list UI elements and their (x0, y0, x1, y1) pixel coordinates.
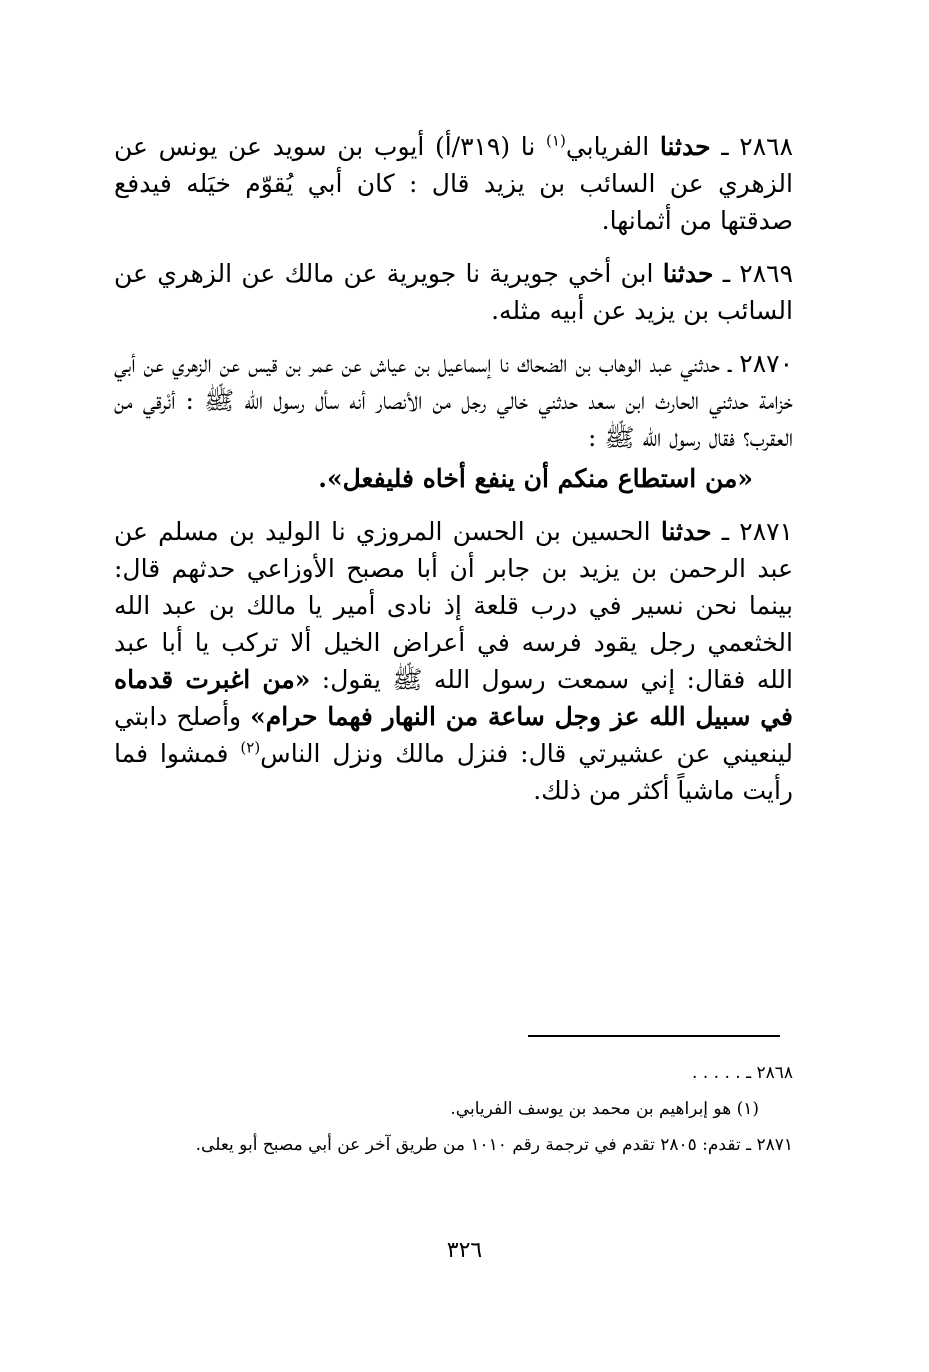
footnote-ref: (٢) (240, 738, 261, 757)
hadith-text: حدثني عبد الوهاب بن الضحاك نا إسماعيل بن عياش عن عمر بن قيس عن الزهري عن أبي خزامة حدثني الحارث ابن سعد حدثني خالي رجل من الأنصار أنه سأل رسول الله ﷺ : أنْرقي من العقرب؟ فقال رسول الله ﷺ : (114, 349, 793, 452)
hadith-2869 (114, 255, 793, 329)
hadith-text: وأصلح دابتي لينعيني عن عشيرتي قال: فنزل مالك ونزل الناس (114, 702, 793, 768)
footnote-ref: (١) (546, 131, 566, 150)
hadith-2871 (114, 513, 793, 809)
hadith-number: ٢٨٦٩ ـ (722, 259, 794, 288)
hadith-number: ٢٨٧٠ ـ (728, 349, 793, 378)
hadith-text: ابن أخي جويرية نا جويرية عن مالك عن الزهري عن السائب بن يزيد عن أبيه مثله. (114, 259, 793, 325)
hadith-number: ٢٨٧١ ـ (721, 517, 793, 546)
footnote-separator (528, 1035, 780, 1037)
prophetic-quote: «من استطاع منكم أن ينفع أخاه فليفعل». (318, 464, 753, 493)
hadith-text: الحسين بن الحسن المروزي نا الوليد بن مسلم عن عبد الرحمن بن يزيد بن جابر أن أبا مصبح الأوزاعي حدثهم قال: بينما نحن نسير في درب قلعة إذ نادى أمير يا مالك بن عبد الله الخثعمي رجل يقود فرسه في أعراض الخيل ألا تركب يا أبا عبد الله فقال: إني سمعت رسول الله ﷺ يقول: (114, 517, 793, 694)
narration-keyword: حدثنا (660, 517, 712, 546)
hadith-number: ٢٨٦٨ ـ (721, 132, 793, 161)
hadith-2870 (114, 345, 793, 456)
hadith-text: نا (٣١٩/أ) أيوب بن سويد عن يونس عن الزهري عن السائب بن يزيد قال : كان أبي يُقوّم خيَله فيدفع صدقتها من أثمانها. (114, 132, 793, 235)
narration-keyword: حدثنا (662, 259, 714, 288)
narration-keyword: حدثنا (659, 132, 711, 161)
footnote: ٢٨٧١ ـ تقدم: ٢٨٠٥ تقدم في ترجمة رقم ١٠١٠ من طريق آخر عن أبي مصبح أبو يعلى. (195, 1135, 793, 1155)
footnote: (١) هو إبراهيم بن محمد بن يوسف الفريابي. (450, 1099, 759, 1119)
footnote: ٢٨٦٨ ـ . . . . . (692, 1063, 793, 1083)
hadith-2868 (114, 128, 793, 239)
hadith-text: الفريابي (565, 132, 660, 161)
prophetic-quote: «من اغبرت قدماه في سبيل الله عز وجل ساعة من النهار فهما حرام» (114, 665, 793, 731)
hadith-text: فمشوا فما رأيت ماشياً أكثر من ذلك. (114, 739, 793, 805)
footnotes (114, 1058, 793, 1166)
main-text (114, 128, 793, 825)
page-number: ٣٢٦ (446, 1238, 483, 1263)
